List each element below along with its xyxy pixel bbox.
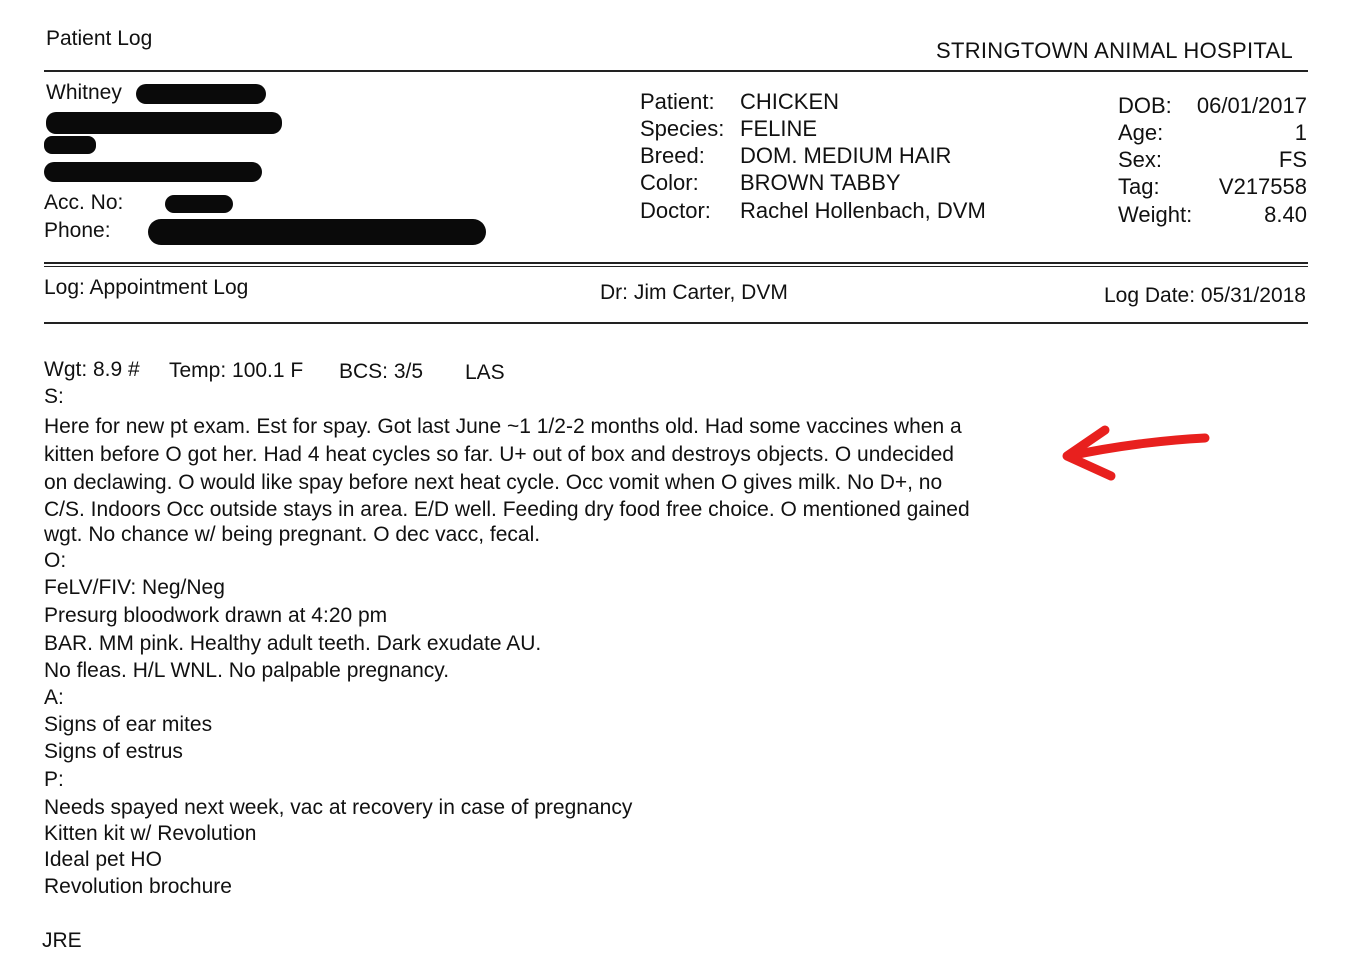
patient-label: Patient: (640, 89, 715, 114)
note-bcs: BCS: 3/5 (339, 360, 424, 383)
redaction-address-3 (44, 162, 262, 182)
header-divider (44, 70, 1308, 72)
redaction-address-1 (46, 112, 282, 134)
doctor-label: Doctor: (640, 198, 711, 223)
note-line: wgt. No chance w/ being pregnant. O dec vacc, fecal. (44, 523, 541, 546)
note-line: Revolution brochure (44, 875, 232, 898)
sex-label: Sex: (1118, 147, 1163, 172)
acc-no-label: Acc. No: (44, 191, 124, 214)
phone-label: Phone: (44, 219, 111, 242)
patient-value: CHICKEN (740, 89, 840, 114)
note-line: No fleas. H/L WNL. No palpable pregnancy. (44, 659, 450, 682)
breed-value: DOM. MEDIUM HAIR (740, 143, 952, 168)
tag-label: Tag: (1118, 174, 1160, 199)
log-type: Log: Appointment Log (44, 276, 249, 299)
soap-subjective-heading: S: (44, 385, 64, 408)
note-line: Here for new pt exam. Est for spay. Got last June ~1 1/2-2 months old. Had some vaccines when a (44, 415, 962, 438)
redaction-address-2 (44, 136, 96, 154)
dob-label: DOB: (1118, 93, 1172, 118)
log-bar-divider (44, 322, 1308, 324)
age-label: Age: (1118, 120, 1164, 145)
note-line: on declawing. O would like spay before next heat cycle. Occ vomit when O gives milk. No D+, no (44, 471, 943, 494)
note-line: Signs of ear mites (44, 713, 213, 736)
redaction-last-name (136, 84, 266, 104)
info-divider-top (44, 262, 1308, 264)
log-date: Log Date: 05/31/2018 (1103, 284, 1306, 307)
note-line: FeLV/FIV: Neg/Neg (44, 576, 225, 599)
sex-value: FS (1278, 147, 1307, 172)
species-label: Species: (640, 116, 725, 141)
note-line: kitten before O got her. Had 4 heat cycles so far. U+ out of box and destroys objects. O undecided (44, 443, 954, 466)
dob-value: 06/01/2017 (1196, 93, 1307, 118)
note-line: BAR. MM pink. Healthy adult teeth. Dark exudate AU. (44, 632, 542, 655)
note-weight: Wgt: 8.9 # (44, 358, 140, 381)
note-line: Presurg bloodwork drawn at 4:20 pm (44, 604, 388, 627)
note-line: C/S. Indoors Occ outside stays in area. E/D well. Feeding dry food free choice. O mentioned gained (44, 498, 970, 521)
note-line: Needs spayed next week, vac at recovery in case of pregnancy (44, 796, 633, 819)
red-arrow-icon (1055, 420, 1215, 490)
note-initials: LAS (465, 361, 505, 384)
soap-objective-heading: O: (44, 549, 67, 572)
info-divider-top-2 (44, 266, 1308, 267)
client-first-name: Whitney (46, 81, 122, 104)
note-temp: Temp: 100.1 F (169, 359, 304, 382)
log-doctor: Dr: Jim Carter, DVM (600, 281, 788, 304)
signature-initials: JRE (42, 929, 82, 952)
soap-plan-heading: P: (44, 768, 64, 791)
note-line: Ideal pet HO (44, 848, 162, 871)
note-line: Signs of estrus (44, 740, 183, 763)
redaction-acc-no (165, 195, 233, 213)
breed-label: Breed: (640, 143, 705, 168)
species-value: FELINE (740, 116, 818, 141)
soap-assessment-heading: A: (44, 686, 64, 709)
tag-value: V217558 (1218, 174, 1307, 199)
redaction-phone (148, 219, 486, 245)
note-line: Kitten kit w/ Revolution (44, 822, 257, 845)
weight-value: 8.40 (1264, 202, 1307, 227)
hospital-name: STRINGTOWN ANIMAL HOSPITAL (936, 38, 1293, 63)
log-title: Patient Log (46, 27, 153, 50)
color-label: Color: (640, 170, 699, 195)
color-value: BROWN TABBY (740, 170, 901, 195)
weight-label: Weight: (1118, 202, 1193, 227)
doctor-value: Rachel Hollenbach, DVM (740, 198, 986, 223)
age-value: 1 (1294, 120, 1307, 145)
